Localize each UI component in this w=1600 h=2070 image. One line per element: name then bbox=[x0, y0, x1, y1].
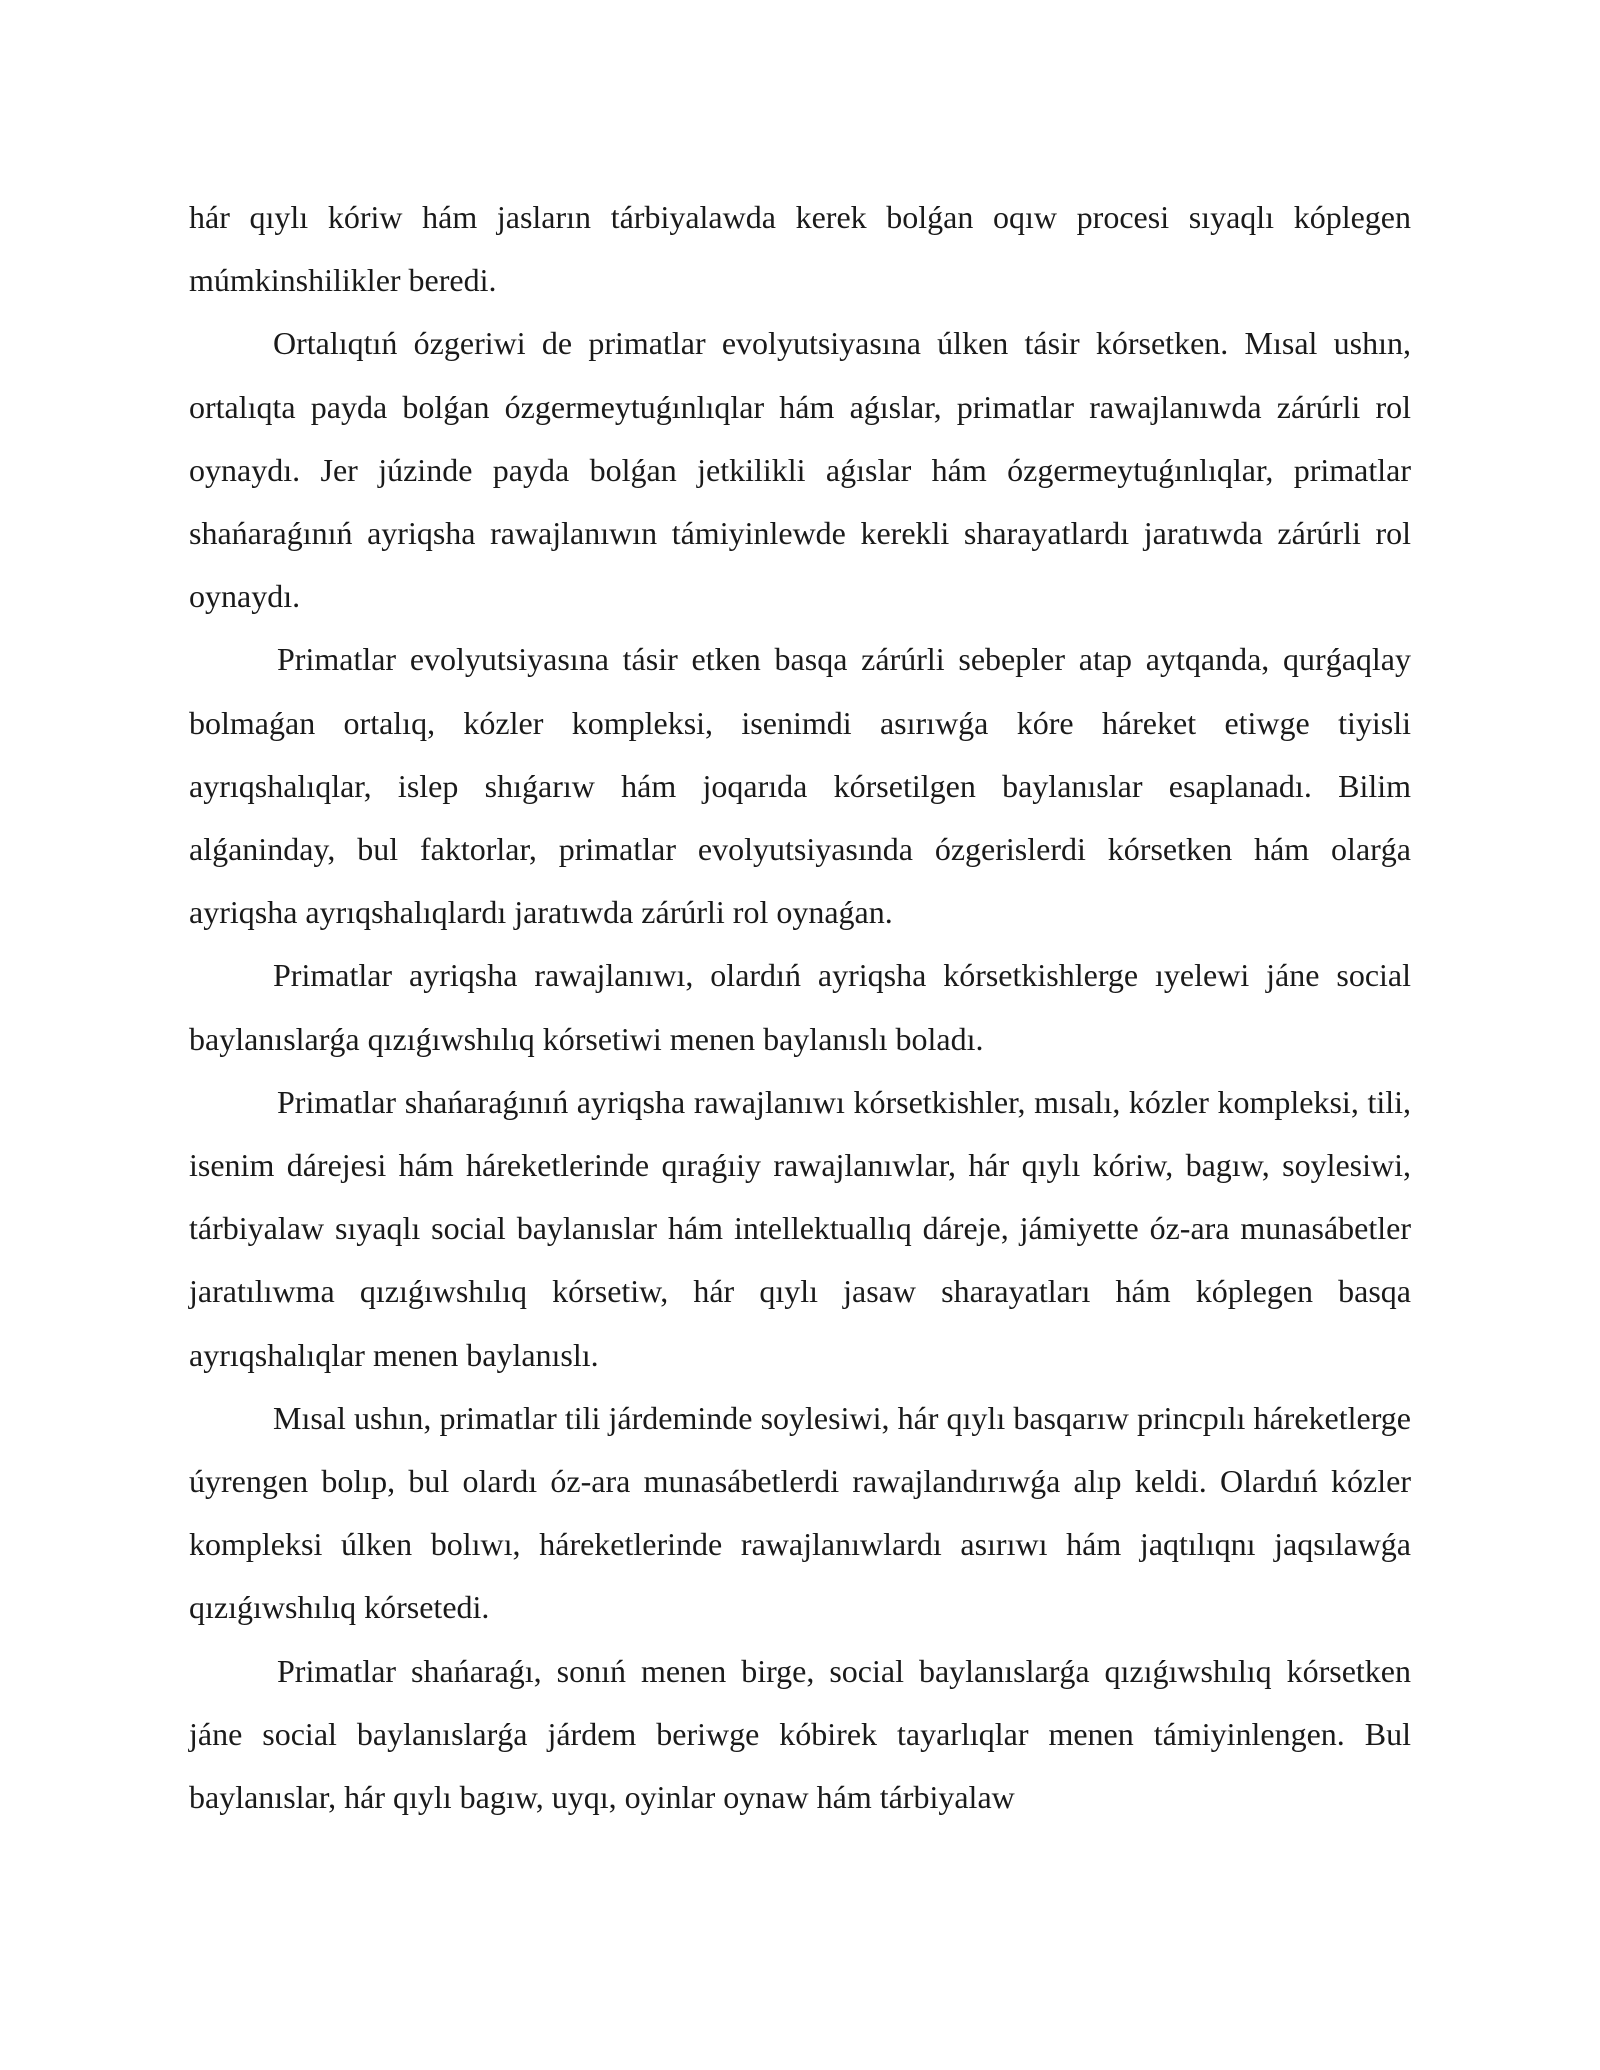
paragraph-5: Primatlar shańaraǵınıń ayriqsha rawajlanıwı kórsetkishler, mısalı, kózler kompleksi, tili, isenim dárejesi hám háreketlerinde qıraǵıiy rawajlanıwlar, hár qıylı kóriw, bagıw, soylesiwi, tárbiyalaw sıyaqlı social baylanıslar hám intellektuallıq dáreje, jámiyette óz-ara munasábetler jaratılıwma qızıǵıwshılıq kórsetiw, hár qıylı jasaw sharayatları hám kóplegen basqa ayrıqshalıqlar menen baylanıslı. bbox=[189, 1083, 1411, 1373]
paragraph-6: Mısal ushın, primatlar tili járdeminde soylesiwi, hár qıylı basqarıw princpılı háreketlerge úyrengen bolıp, bul olardı óz-ara munasábetlerdi rawajlandırıwǵa alıp keldi. Olardıń kózler kompleksi úlken bolıwı, háreketlerinde rawajlanıwlardı asırıwı hám jaqtılıqnı jaqsılawǵa qızıǵıwshılıq kórsetedi. bbox=[189, 1399, 1411, 1626]
paragraph-3: Primatlar evolyutsiyasına tásir etken basqa zárúrli sebepler atap aytqanda, qurǵaqlay bolmaǵan ortalıq, kózler kompleksi, isenimdi asırıwǵa kóre háreket etiwge tiyisli ayrıqshalıqlar, islep shıǵarıw hám joqarıda kórsetilgen baylanıslar esaplanadı. Bilim alǵaninday, bul faktorlar, primatlar evolyutsiyasında ózgerislerdi kórsetken hám olarǵa ayriqsha ayrıqshalıqlardı jaratıwda zárúrli rol oynaǵan. bbox=[189, 641, 1411, 931]
paragraph-1: hár qıylı kóriw hám jasların tárbiyalawda kerek bolǵan oqıw procesi sıyaqlı kóplegen múmkinshilikler beredi. bbox=[189, 199, 1411, 299]
paragraph-4: Primatlar ayriqsha rawajlanıwı, olardıń ayriqsha kórsetkishlerge ıyelewi jáne social baylanıslarǵa qızıǵıwshılıq kórsetiwi menen baylanıslı boladı. bbox=[189, 957, 1411, 1057]
document-page bbox=[189, 186, 1411, 1829]
paragraph-7: Primatlar shańaraǵı, sonıń menen birge, social baylanıslarǵa qızıǵıwshılıq kórsetken jáne social baylanıslarǵa járdem beriwge kóbirek tayarlıqlar menen támiyinlengen. Bul baylanıslar, hár qıylı bagıw, uyqı, oyinlar oynaw hám tárbiyalaw bbox=[189, 1652, 1411, 1816]
paragraph-2: Ortalıqtıń ózgeriwi de primatlar evolyutsiyasına úlken tásir kórsetken. Mısal ushın, ortalıqta payda bolǵan ózgermeytuǵınlıqlar hám aǵıslar, primatlar rawajlanıwda zárúrli rol oynaydı. Jer júzinde payda bolǵan jetkilikli aǵıslar hám ózgermeytuǵınlıqlar, primatlar shańaraǵınıń ayriqsha rawajlanıwın támiyinlewde kerekli sharayatlardı jaratıwda zárúrli rol oynaydı. bbox=[189, 325, 1411, 615]
